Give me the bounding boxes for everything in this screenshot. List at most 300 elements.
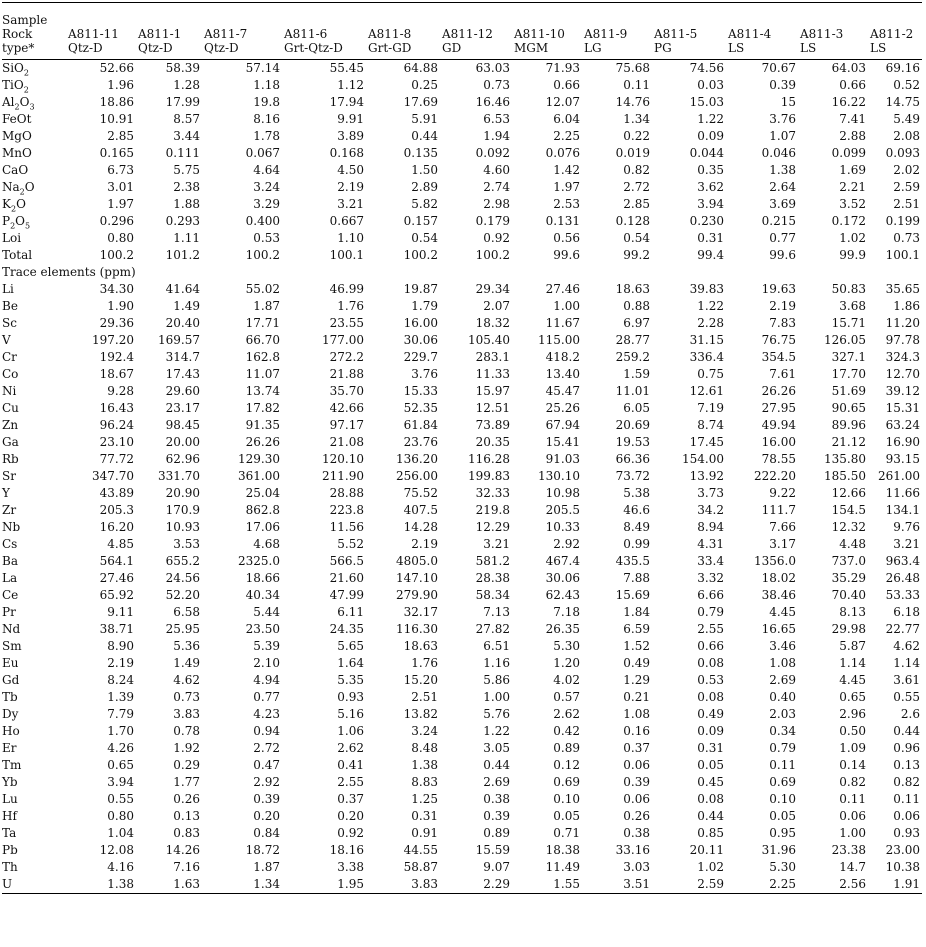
table-cell: 11.49 <box>545 860 580 874</box>
table-cell: 1.00 <box>483 690 510 704</box>
table-cell: 566.5 <box>329 554 364 568</box>
table-cell: 0.77 <box>253 690 280 704</box>
table-cell: 7.66 <box>769 520 796 534</box>
table-row <box>2 570 922 587</box>
table-cell: 259.2 <box>615 350 650 364</box>
table-cell: 0.55 <box>107 792 134 806</box>
table-cell: 12.70 <box>885 367 920 381</box>
table-cell: 0.20 <box>337 809 364 823</box>
table-cell: 418.2 <box>545 350 580 364</box>
table-cell: 0.35 <box>697 163 724 177</box>
table-cell: 2.25 <box>553 129 580 143</box>
table-row <box>2 298 922 315</box>
table-cell: 27.46 <box>545 282 580 296</box>
table-row <box>2 315 922 332</box>
row-label <box>2 179 66 196</box>
table-cell: 4.45 <box>769 605 796 619</box>
sample-id: A811-8 <box>368 27 412 41</box>
table-cell: 5.35 <box>337 673 364 687</box>
table-cell: 134.1 <box>885 503 920 517</box>
table-cell: 0.79 <box>769 741 796 755</box>
table-cell: 29.36 <box>99 316 134 330</box>
table-cell: 0.165 <box>99 146 134 160</box>
table-cell: 327.1 <box>831 350 866 364</box>
table-cell: 0.179 <box>475 214 510 228</box>
table-cell: 23.38 <box>831 843 866 857</box>
table-cell: 6.53 <box>483 112 510 126</box>
table-cell: 8.90 <box>107 639 134 653</box>
table-cell: 19.8 <box>253 95 280 109</box>
table-cell: 2.03 <box>769 707 796 721</box>
table-cell: 6.18 <box>893 605 920 619</box>
table-cell: 2.89 <box>411 180 438 194</box>
table-row <box>2 383 922 400</box>
table-cell: 331.70 <box>158 469 200 483</box>
table-cell: 23.10 <box>99 435 134 449</box>
table-cell: 6.66 <box>697 588 724 602</box>
table-cell: 105.40 <box>468 333 510 347</box>
section-heading: Trace elements (ppm) <box>2 265 136 279</box>
row-label-text: Ta <box>2 826 17 840</box>
row-label-text: Zr <box>2 503 17 517</box>
row-label-subscript: 3 <box>29 102 35 112</box>
table-cell: 0.09 <box>697 129 724 143</box>
table-cell: 3.03 <box>623 860 650 874</box>
table-cell: 21.60 <box>329 571 364 585</box>
table-cell: 169.57 <box>158 333 200 347</box>
table-cell: 1.38 <box>411 758 438 772</box>
rock-type: MGM <box>514 41 549 55</box>
table-cell: 0.26 <box>623 809 650 823</box>
row-label <box>2 570 66 587</box>
table-cell: 45.47 <box>545 384 580 398</box>
table-cell: 6.51 <box>483 639 510 653</box>
table-cell: 0.13 <box>173 809 200 823</box>
row-label <box>2 128 66 145</box>
row-label-text: Sm <box>2 639 22 653</box>
rock-type: LS <box>728 41 745 55</box>
table-cell: 2.19 <box>337 180 364 194</box>
table-cell: 0.25 <box>411 78 438 92</box>
table-cell: 1.52 <box>623 639 650 653</box>
table-cell: 211.90 <box>322 469 364 483</box>
table-row <box>2 145 922 162</box>
row-label-text: Ba <box>2 554 18 568</box>
table-cell: 20.35 <box>475 435 510 449</box>
table-cell: 100.2 <box>403 248 438 262</box>
table-cell: 52.20 <box>165 588 200 602</box>
table-row <box>2 689 922 706</box>
table-cell: 0.82 <box>623 163 650 177</box>
row-label-text: Y <box>2 486 10 500</box>
row-label <box>2 706 66 723</box>
table-cell: 25.26 <box>545 401 580 415</box>
table-cell: 32.33 <box>475 486 510 500</box>
table-cell: 41.64 <box>165 282 200 296</box>
table-row <box>2 842 922 859</box>
table-cell: 91.03 <box>545 452 580 466</box>
table-cell: 0.215 <box>761 214 796 228</box>
table-cell: 5.36 <box>173 639 200 653</box>
table-cell: 1.09 <box>839 741 866 755</box>
sample-column-header <box>282 3 366 60</box>
table-cell: 0.135 <box>403 146 438 160</box>
table-cell: 9.28 <box>107 384 134 398</box>
row-label <box>2 298 66 315</box>
table-cell: 15.71 <box>831 316 866 330</box>
table-cell: 6.59 <box>623 622 650 636</box>
table-cell: 21.08 <box>329 435 364 449</box>
table-cell: 2.02 <box>893 163 920 177</box>
row-label-subscript: 2 <box>10 221 16 231</box>
table-cell: 17.70 <box>831 367 866 381</box>
table-cell: 5.49 <box>893 112 920 126</box>
row-label-text: Lu <box>2 792 18 806</box>
table-cell: 0.41 <box>337 758 364 772</box>
table-cell: 51.69 <box>831 384 866 398</box>
row-label-subscript: 5 <box>25 221 31 231</box>
table-cell: 1.55 <box>512 876 582 894</box>
table-cell: 17.99 <box>165 95 200 109</box>
table-cell: 3.73 <box>697 486 724 500</box>
table-cell: 1.14 <box>839 656 866 670</box>
sample-id: A811-11 <box>68 27 119 41</box>
row-label-subscript: 2 <box>23 85 29 95</box>
row-label-tail: O <box>24 180 35 194</box>
table-cell: 7.16 <box>173 860 200 874</box>
table-row <box>2 417 922 434</box>
table-header <box>2 3 922 60</box>
table-cell: 1.91 <box>868 876 922 894</box>
table-cell: 1.69 <box>839 163 866 177</box>
table-cell: 0.71 <box>553 826 580 840</box>
table-cell: 283.1 <box>475 350 510 364</box>
table-cell: 18.72 <box>245 843 280 857</box>
table-cell: 11.01 <box>615 384 650 398</box>
table-cell: 192.4 <box>99 350 134 364</box>
table-cell: 99.9 <box>839 248 866 262</box>
table-cell: 177.00 <box>322 333 364 347</box>
table-cell: 222.20 <box>754 469 796 483</box>
table-cell: 1.10 <box>337 231 364 245</box>
row-label-text: K <box>2 197 11 211</box>
table-cell: 0.44 <box>483 758 510 772</box>
table-cell: 0.20 <box>253 809 280 823</box>
table-cell: 3.76 <box>769 112 796 126</box>
table-cell: 38.46 <box>761 588 796 602</box>
table-cell: 0.08 <box>697 792 724 806</box>
table-cell: 0.16 <box>623 724 650 738</box>
table-cell: 5.82 <box>411 197 438 211</box>
table-cell: 6.11 <box>337 605 364 619</box>
table-row <box>2 230 922 247</box>
row-label-tail: O <box>19 95 30 109</box>
table-cell: 0.94 <box>253 724 280 738</box>
table-cell: 1.90 <box>107 299 134 313</box>
table-cell: 1.22 <box>483 724 510 738</box>
sample-column-header <box>652 3 726 60</box>
table-cell: 0.89 <box>483 826 510 840</box>
table-cell: 1.20 <box>553 656 580 670</box>
table-cell: 1.76 <box>337 299 364 313</box>
table-cell: 2.07 <box>483 299 510 313</box>
table-row <box>2 706 922 723</box>
table-cell: 14.28 <box>403 520 438 534</box>
table-cell: 0.50 <box>839 724 866 738</box>
table-cell: 63.03 <box>475 61 510 75</box>
table-cell: 10.91 <box>99 112 134 126</box>
table-cell: 31.15 <box>689 333 724 347</box>
rock-type: GD <box>442 41 462 55</box>
table-cell: 29.34 <box>475 282 510 296</box>
table-cell: 4.31 <box>697 537 724 551</box>
sample-column-header <box>202 3 282 60</box>
table-cell: 47.99 <box>329 588 364 602</box>
table-cell: 15.20 <box>403 673 438 687</box>
table-cell: 8.94 <box>697 520 724 534</box>
table-cell: 12.07 <box>545 95 580 109</box>
table-cell: 55.45 <box>329 61 364 75</box>
table-cell: 27.95 <box>761 401 796 415</box>
table-cell: 15 <box>780 95 796 109</box>
table-cell: 0.80 <box>107 231 134 245</box>
table-cell: 10.98 <box>545 486 580 500</box>
table-cell: 21.88 <box>329 367 364 381</box>
table-cell: 2.85 <box>107 129 134 143</box>
table-cell: 2.85 <box>623 197 650 211</box>
table-cell: 20.40 <box>165 316 200 330</box>
table-cell: 0.65 <box>107 758 134 772</box>
table-cell: 33.16 <box>615 843 650 857</box>
table-cell: 97.78 <box>885 333 920 347</box>
table-cell: 28.38 <box>475 571 510 585</box>
table-cell: 46.99 <box>329 282 364 296</box>
table-cell: 58.34 <box>475 588 510 602</box>
table-cell: 7.88 <box>623 571 650 585</box>
table-cell: 12.29 <box>475 520 510 534</box>
table-cell: 279.90 <box>396 588 438 602</box>
table-cell: 0.31 <box>697 741 724 755</box>
sample-id: A811-10 <box>514 27 565 41</box>
table-row <box>2 587 922 604</box>
table-cell: 2.62 <box>337 741 364 755</box>
table-cell: 361.00 <box>238 469 280 483</box>
table-cell: 1.59 <box>623 367 650 381</box>
table-cell: 963.4 <box>885 554 920 568</box>
row-label-text: Eu <box>2 656 19 670</box>
row-label-text: Al <box>2 95 15 109</box>
table-cell: 3.21 <box>337 197 364 211</box>
table-cell: 42.66 <box>329 401 364 415</box>
row-label-text: MgO <box>2 129 32 143</box>
table-cell: 7.79 <box>107 707 134 721</box>
table-cell: 407.5 <box>403 503 438 517</box>
table-cell: 1.87 <box>253 860 280 874</box>
table-cell: 1.63 <box>136 876 202 894</box>
table-cell: 17.82 <box>245 401 280 415</box>
table-cell: 19.53 <box>615 435 650 449</box>
row-label-text: Co <box>2 367 19 381</box>
table-cell: 0.12 <box>553 758 580 772</box>
sample-id: A811-7 <box>204 27 248 41</box>
table-cell: 261.00 <box>878 469 920 483</box>
table-cell: 4.85 <box>107 537 134 551</box>
table-cell: 8.49 <box>623 520 650 534</box>
table-cell: 18.32 <box>475 316 510 330</box>
table-cell: 0.046 <box>761 146 796 160</box>
table-cell: 9.76 <box>893 520 920 534</box>
table-cell: 91.35 <box>245 418 280 432</box>
table-cell: 8.48 <box>411 741 438 755</box>
table-cell: 35.70 <box>329 384 364 398</box>
table-cell: 0.93 <box>337 690 364 704</box>
table-cell: 17.06 <box>245 520 280 534</box>
table-cell: 2.21 <box>839 180 866 194</box>
table-cell: 4.48 <box>839 537 866 551</box>
row-label <box>2 502 66 519</box>
row-label <box>2 366 66 383</box>
table-cell: 1.02 <box>839 231 866 245</box>
table-cell: 1.39 <box>107 690 134 704</box>
table-row <box>2 434 922 451</box>
table-cell: 1.49 <box>173 299 200 313</box>
table-cell: 38.71 <box>99 622 134 636</box>
table-cell: 2.74 <box>483 180 510 194</box>
table-row <box>2 825 922 842</box>
table-cell: 0.66 <box>553 78 580 92</box>
table-cell: 2.72 <box>623 180 650 194</box>
row-label-text: Li <box>2 282 14 296</box>
table-cell: 347.70 <box>92 469 134 483</box>
row-label <box>2 230 66 247</box>
table-cell: 4.50 <box>337 163 364 177</box>
table-cell: 2.25 <box>726 876 798 894</box>
table-cell: 71.93 <box>545 61 580 75</box>
row-label <box>2 740 66 757</box>
table-row <box>2 808 922 825</box>
table-cell: 6.05 <box>623 401 650 415</box>
table-cell: 199.83 <box>468 469 510 483</box>
table-cell: 354.5 <box>761 350 796 364</box>
table-cell: 0.131 <box>545 214 580 228</box>
row-label-text: Dy <box>2 707 19 721</box>
table-cell: 737.0 <box>831 554 866 568</box>
row-label-text: Zn <box>2 418 19 432</box>
table-cell: 2.72 <box>253 741 280 755</box>
table-cell: 197.20 <box>92 333 134 347</box>
table-row <box>2 332 922 349</box>
table-cell: 53.33 <box>885 588 920 602</box>
table-cell: 336.4 <box>689 350 724 364</box>
sample-id: A811-1 <box>138 27 182 41</box>
row-label-subscript: 2 <box>10 204 17 214</box>
table-cell: 0.093 <box>885 146 920 160</box>
table-cell: 0.82 <box>839 775 866 789</box>
row-label <box>2 349 66 366</box>
table-cell: 3.44 <box>173 129 200 143</box>
table-cell: 205.5 <box>545 503 580 517</box>
table-cell: 13.92 <box>689 469 724 483</box>
sample-id: A811-5 <box>654 27 698 41</box>
row-label <box>2 553 66 570</box>
table-cell: 5.38 <box>623 486 650 500</box>
table-cell: 0.57 <box>553 690 580 704</box>
table-cell: 0.96 <box>893 741 920 755</box>
table-cell: 43.89 <box>99 486 134 500</box>
table-cell: 0.53 <box>697 673 724 687</box>
table-cell: 99.4 <box>697 248 724 262</box>
table-cell: 581.2 <box>475 554 510 568</box>
table-cell: 39.83 <box>689 282 724 296</box>
table-cell: 2.28 <box>697 316 724 330</box>
table-cell: 23.17 <box>165 401 200 415</box>
row-label-text: Hf <box>2 809 17 823</box>
table-cell: 0.06 <box>893 809 920 823</box>
table-cell: 1.11 <box>173 231 200 245</box>
table-cell: 0.06 <box>623 758 650 772</box>
table-cell: 1.50 <box>411 163 438 177</box>
table-cell: 55.02 <box>245 282 280 296</box>
table-cell: 20.00 <box>165 435 200 449</box>
table-row <box>2 553 922 570</box>
table-cell: 0.37 <box>623 741 650 755</box>
table-cell: 4.45 <box>839 673 866 687</box>
table-cell: 100.1 <box>329 248 364 262</box>
row-label-text: Nd <box>2 622 21 636</box>
table-cell: 0.55 <box>893 690 920 704</box>
table-cell: 5.86 <box>483 673 510 687</box>
table-row <box>2 400 922 417</box>
table-cell: 16.43 <box>99 401 134 415</box>
table-cell: 0.21 <box>623 690 650 704</box>
table-cell: 62.43 <box>545 588 580 602</box>
row-label-text: Er <box>2 741 17 755</box>
table-cell: 0.56 <box>553 231 580 245</box>
row-label <box>2 655 66 672</box>
table-cell: 1.96 <box>107 78 134 92</box>
row-label-text: CaO <box>2 163 29 177</box>
table-cell: 100.2 <box>245 248 280 262</box>
table-cell: 0.400 <box>245 214 280 228</box>
table-cell: 5.44 <box>253 605 280 619</box>
table-cell: 7.61 <box>769 367 796 381</box>
table-row <box>2 247 922 264</box>
table-row <box>2 281 922 298</box>
table-cell: 17.94 <box>329 95 364 109</box>
row-label-text: Nb <box>2 520 21 534</box>
table-cell: 129.30 <box>238 452 280 466</box>
table-cell: 0.08 <box>697 690 724 704</box>
table-row <box>2 468 922 485</box>
table-cell: 0.31 <box>411 809 438 823</box>
table-cell: 2.51 <box>411 690 438 704</box>
table-cell: 5.76 <box>483 707 510 721</box>
row-label <box>2 876 66 894</box>
table-cell: 6.04 <box>553 112 580 126</box>
row-label-text: Yb <box>2 775 18 789</box>
row-label <box>2 400 66 417</box>
table-cell: 3.83 <box>366 876 440 894</box>
table-cell: 26.35 <box>545 622 580 636</box>
table-cell: 15.41 <box>545 435 580 449</box>
table-row <box>2 723 922 740</box>
table-cell: 0.31 <box>697 231 724 245</box>
table-cell: 93.15 <box>885 452 920 466</box>
table-cell: 1.97 <box>107 197 134 211</box>
row-label <box>2 94 66 111</box>
table-cell: 0.73 <box>483 78 510 92</box>
row-label <box>2 417 66 434</box>
